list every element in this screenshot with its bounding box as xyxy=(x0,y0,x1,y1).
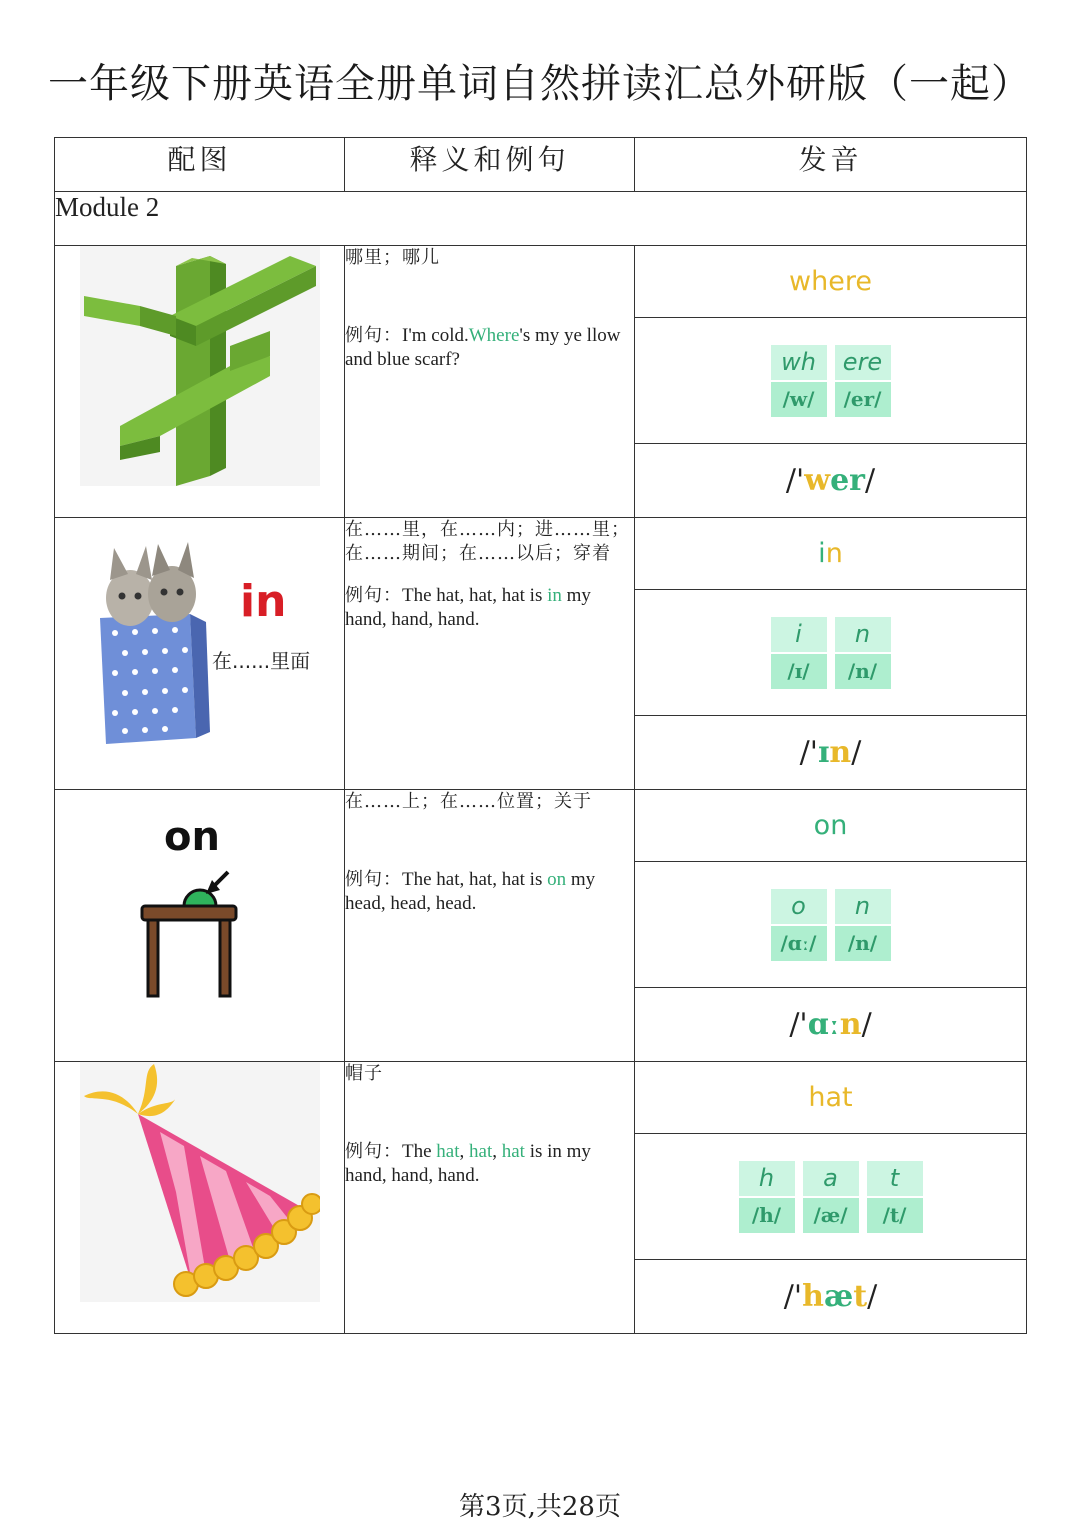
phonics-tile xyxy=(867,1161,923,1233)
meaning-text: 帽子 xyxy=(345,1063,383,1084)
image-cell xyxy=(55,1062,345,1334)
table-row xyxy=(55,790,1027,1062)
image-cell xyxy=(55,518,345,790)
example-highlight: hat xyxy=(436,1141,460,1162)
signpost-image xyxy=(80,246,320,486)
phonics-tiles xyxy=(635,318,1026,444)
word-part: a xyxy=(825,1082,843,1113)
page-footer: 第3页,共28页 xyxy=(459,1492,621,1522)
ipa-part: / xyxy=(851,735,862,770)
example-lead: 例句： xyxy=(345,585,402,606)
pronunciation-cell xyxy=(635,518,1027,790)
example-sentence xyxy=(345,584,634,632)
ipa-transcription xyxy=(635,444,1026,517)
ipa-part: ɪ xyxy=(818,735,830,770)
tile-letter: n xyxy=(835,617,891,652)
ipa-part: er xyxy=(830,463,865,498)
example-part: The xyxy=(402,1141,437,1162)
tile-letter: o xyxy=(771,889,827,924)
ipa-transcription xyxy=(635,716,1026,789)
tile-phoneme: /ɑː/ xyxy=(771,926,827,961)
pronunciation-cell xyxy=(635,246,1027,518)
example-sentence xyxy=(345,868,634,916)
example-part: is in my hand, hand, hand. xyxy=(345,1141,591,1186)
ipa-part: / xyxy=(864,463,876,498)
party-hat-image xyxy=(80,1062,320,1302)
phonics-tile xyxy=(803,1161,859,1233)
table-row xyxy=(55,518,1027,790)
ipa-transcription xyxy=(635,988,1026,1061)
example-highlight: hat xyxy=(469,1141,493,1162)
word-part: h xyxy=(808,1082,826,1113)
example-lead: 例句： xyxy=(345,869,402,890)
definition-cell xyxy=(345,1062,635,1334)
phonics-tile xyxy=(835,617,891,689)
header-image: 配图 xyxy=(55,138,345,192)
module-row xyxy=(55,192,1027,246)
example-part: my head, head, head. xyxy=(345,869,596,914)
tile-phoneme: /h/ xyxy=(739,1198,795,1233)
ipa-part: / xyxy=(867,1279,878,1314)
tile-letter: t xyxy=(867,1161,923,1196)
word-part: n xyxy=(825,538,843,569)
example-sentence xyxy=(345,1140,634,1188)
module-label: Module 2 xyxy=(55,192,1027,246)
word-display xyxy=(635,1062,1026,1134)
tile-phoneme: /t/ xyxy=(867,1198,923,1233)
image-caption: 在......里面 xyxy=(211,649,310,673)
table-row xyxy=(55,1062,1027,1334)
tile-letter: h xyxy=(739,1161,795,1196)
example-highlight: hat xyxy=(501,1141,525,1162)
word-part: o xyxy=(813,810,831,841)
pronunciation-cell xyxy=(635,790,1027,1062)
tile-letter: n xyxy=(835,889,891,924)
header-pronunciation: 发音 xyxy=(635,138,1027,192)
ipa-part: /' xyxy=(783,1279,803,1314)
ipa-part: /' xyxy=(789,1007,808,1042)
page-title: 一年级下册英语全册单词自然拼读汇总外研版（一起） xyxy=(48,61,1032,107)
example-highlight: on xyxy=(547,869,567,890)
example-lead: 例句： xyxy=(345,1141,402,1162)
phonics-tile xyxy=(835,889,891,961)
phonics-tile xyxy=(835,345,891,417)
example-part: I'm cold. xyxy=(402,325,469,346)
header-row xyxy=(55,138,1027,192)
word-display xyxy=(635,518,1026,590)
word-part: i xyxy=(818,538,826,569)
ipa-transcription xyxy=(635,1260,1026,1333)
example-highlight: Where xyxy=(468,325,520,346)
ipa-part: æ xyxy=(823,1279,854,1314)
example-part: , xyxy=(459,1141,470,1162)
ipa-part: /' xyxy=(799,735,819,770)
tile-letter: a xyxy=(803,1161,859,1196)
phonics-tiles xyxy=(635,1134,1026,1260)
word-part: n xyxy=(830,810,848,841)
tile-letter: wh xyxy=(771,345,827,380)
phonics-tile xyxy=(771,617,827,689)
meaning-text: 在……上；在……位置；关于 xyxy=(345,791,592,812)
image-cell xyxy=(55,246,345,518)
phonics-tile xyxy=(739,1161,795,1233)
image-word: on xyxy=(163,814,220,860)
image-word: in xyxy=(239,576,286,627)
kittens-in-box-image xyxy=(80,518,320,758)
tile-phoneme: /n/ xyxy=(835,654,891,689)
word-display xyxy=(635,246,1026,318)
phonics-tile xyxy=(771,889,827,961)
tile-phoneme: /er/ xyxy=(835,382,891,417)
ipa-part: t xyxy=(853,1279,868,1314)
phonics-tile xyxy=(771,345,827,417)
example-part: , xyxy=(492,1141,502,1162)
ipa-part: ɑː xyxy=(807,1007,840,1042)
word-part: t xyxy=(842,1082,853,1113)
definition-cell xyxy=(345,246,635,518)
image-cell xyxy=(55,790,345,1062)
example-part: The hat, hat, hat is xyxy=(402,585,548,606)
phonics-tiles xyxy=(635,862,1026,988)
definition-cell xyxy=(345,790,635,1062)
tile-letter: i xyxy=(771,617,827,652)
example-part: The hat, hat, hat is xyxy=(402,869,548,890)
word-display xyxy=(635,790,1026,862)
meaning-text: 哪里；哪儿 xyxy=(345,247,440,268)
tile-letter: ere xyxy=(835,345,891,380)
ipa-part: /' xyxy=(785,463,805,498)
example-part: my hand, hand, hand. xyxy=(345,585,591,630)
tile-phoneme: /w/ xyxy=(771,382,827,417)
meaning-text: 在……里，在……内；进……里；在……期间；在……以后；穿着 xyxy=(345,519,630,564)
ipa-part: n xyxy=(839,1007,862,1042)
header-meaning: 释义和例句 xyxy=(345,138,635,192)
phonics-tiles xyxy=(635,590,1026,716)
word-part: ere xyxy=(828,266,872,297)
pronunciation-cell xyxy=(635,1062,1027,1334)
ipa-part: / xyxy=(861,1007,872,1042)
tile-phoneme: /n/ xyxy=(835,926,891,961)
definition-cell xyxy=(345,518,635,790)
table-row xyxy=(55,246,1027,518)
example-lead: 例句： xyxy=(345,325,402,346)
tile-phoneme: /ɪ/ xyxy=(771,654,827,689)
word-part: wh xyxy=(789,266,829,297)
example-sentence xyxy=(345,324,634,372)
tile-phoneme: /æ/ xyxy=(803,1198,859,1233)
vocab-table xyxy=(54,137,1027,1334)
example-part: 's my ye llow and blue scarf? xyxy=(345,325,621,370)
ipa-part: w xyxy=(804,463,831,498)
ball-on-table-image xyxy=(80,790,320,1030)
ipa-part: n xyxy=(829,735,852,770)
ipa-part: h xyxy=(802,1279,824,1314)
example-highlight: in xyxy=(547,585,562,606)
